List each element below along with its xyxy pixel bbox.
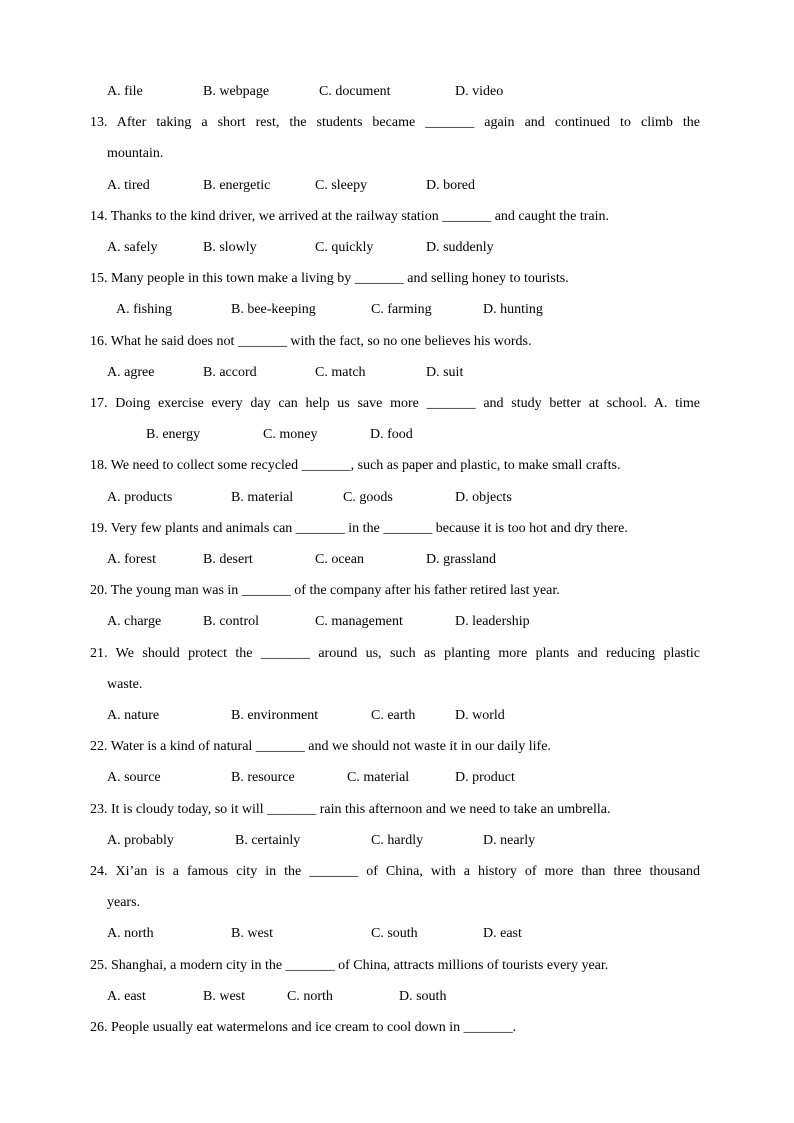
option-c: C. material [347, 770, 410, 785]
question-stem: 22. Water is a kind of natural _______ and we should not waste it in our daily life. [90, 739, 551, 754]
option-a: A. nature [107, 708, 160, 723]
option-d: D. video [455, 84, 504, 99]
option-c: C. ocean [315, 552, 364, 567]
option-c: C. management [315, 614, 403, 629]
option-b: B. accord [203, 365, 257, 380]
question-stem: 25. Shanghai, a modern city in the _______ of China, attracts millions of tourists every year. [90, 958, 609, 973]
option-b: B. slowly [203, 240, 257, 255]
option-a: A. safely [107, 240, 158, 255]
option-b: B. material [231, 490, 294, 505]
option-a: A. file [107, 84, 143, 99]
option-a: A. forest [107, 552, 156, 567]
option-d: D. hunting [483, 302, 543, 317]
option-b: B. resource [231, 770, 295, 785]
question-stem-continued: years. [107, 895, 141, 910]
question-stem: 17. Doing exercise every day can help us save more _______ and study better at school. A. time [90, 396, 700, 411]
option-b: B. certainly [235, 833, 301, 848]
option-a: A. fishing [116, 302, 172, 317]
question-stem: 18. We need to collect some recycled _______, such as paper and plastic, to make small crafts. [90, 458, 621, 473]
question-stem: 16. What he said does not _______ with the fact, so no one believes his words. [90, 334, 532, 349]
option-d: D. bored [426, 178, 475, 193]
option-a: A. east [107, 989, 146, 1004]
option-c: C. earth [371, 708, 416, 723]
option-c: C. hardly [371, 833, 424, 848]
option-d: D. product [455, 770, 515, 785]
option-d: D. nearly [483, 833, 536, 848]
question-stem: 13. After taking a short rest, the students became _______ again and continued to climb the [90, 115, 700, 130]
question-stem: 24. Xi’an is a famous city in the _______ of China, with a history of more than three thousand [90, 864, 700, 879]
option-c: C. quickly [315, 240, 374, 255]
option-c: C. south [371, 926, 418, 941]
question-stem-continued: mountain. [107, 146, 164, 161]
option-b: B. energy [146, 427, 201, 442]
option-d: D. food [370, 427, 413, 442]
option-b: B. bee-keeping [231, 302, 316, 317]
option-d: D. grassland [426, 552, 496, 567]
question-stem: 23. It is cloudy today, so it will _______ rain this afternoon and we need to take an umbrella. [90, 802, 611, 817]
question-stem: 20. The young man was in _______ of the company after his father retired last year. [90, 583, 560, 598]
option-b: B. west [231, 926, 273, 941]
option-d: D. south [399, 989, 447, 1004]
option-b: B. control [203, 614, 259, 629]
option-c: C. farming [371, 302, 432, 317]
option-c: C. goods [343, 490, 393, 505]
option-a: A. source [107, 770, 161, 785]
question-stem: 19. Very few plants and animals can _______ in the _______ because it is too hot and dry there. [90, 521, 628, 536]
option-a: A. north [107, 926, 154, 941]
option-a: A. charge [107, 614, 162, 629]
option-b: B. desert [203, 552, 253, 567]
option-c: C. money [263, 427, 318, 442]
option-d: D. leadership [455, 614, 530, 629]
question-stem: 26. People usually eat watermelons and ice cream to cool down in _______. [90, 1020, 517, 1035]
option-a: A. agree [107, 365, 155, 380]
option-d: D. suddenly [426, 240, 494, 255]
question-stem: 14. Thanks to the kind driver, we arrived at the railway station _______ and caught the train. [90, 209, 609, 224]
option-a: A. probably [107, 833, 174, 848]
option-d: D. world [455, 708, 505, 723]
option-c: C. north [287, 989, 333, 1004]
option-b: B. west [203, 989, 245, 1004]
option-b: B. environment [231, 708, 319, 723]
option-b: B. energetic [203, 178, 271, 193]
question-stem: 21. We should protect the _______ around us, such as planting more plants and reducing plastic [90, 646, 700, 661]
option-c: C. sleepy [315, 178, 368, 193]
option-d: D. suit [426, 365, 464, 380]
option-a: A. products [107, 490, 173, 505]
question-stem: 15. Many people in this town make a living by _______ and selling honey to tourists. [90, 271, 569, 286]
option-a: A. tired [107, 178, 150, 193]
option-c: C. match [315, 365, 366, 380]
option-d: D. objects [455, 490, 512, 505]
option-d: D. east [483, 926, 522, 941]
question-stem-continued: waste. [107, 677, 143, 692]
option-c: C. document [319, 84, 391, 99]
option-b: B. webpage [203, 84, 270, 99]
